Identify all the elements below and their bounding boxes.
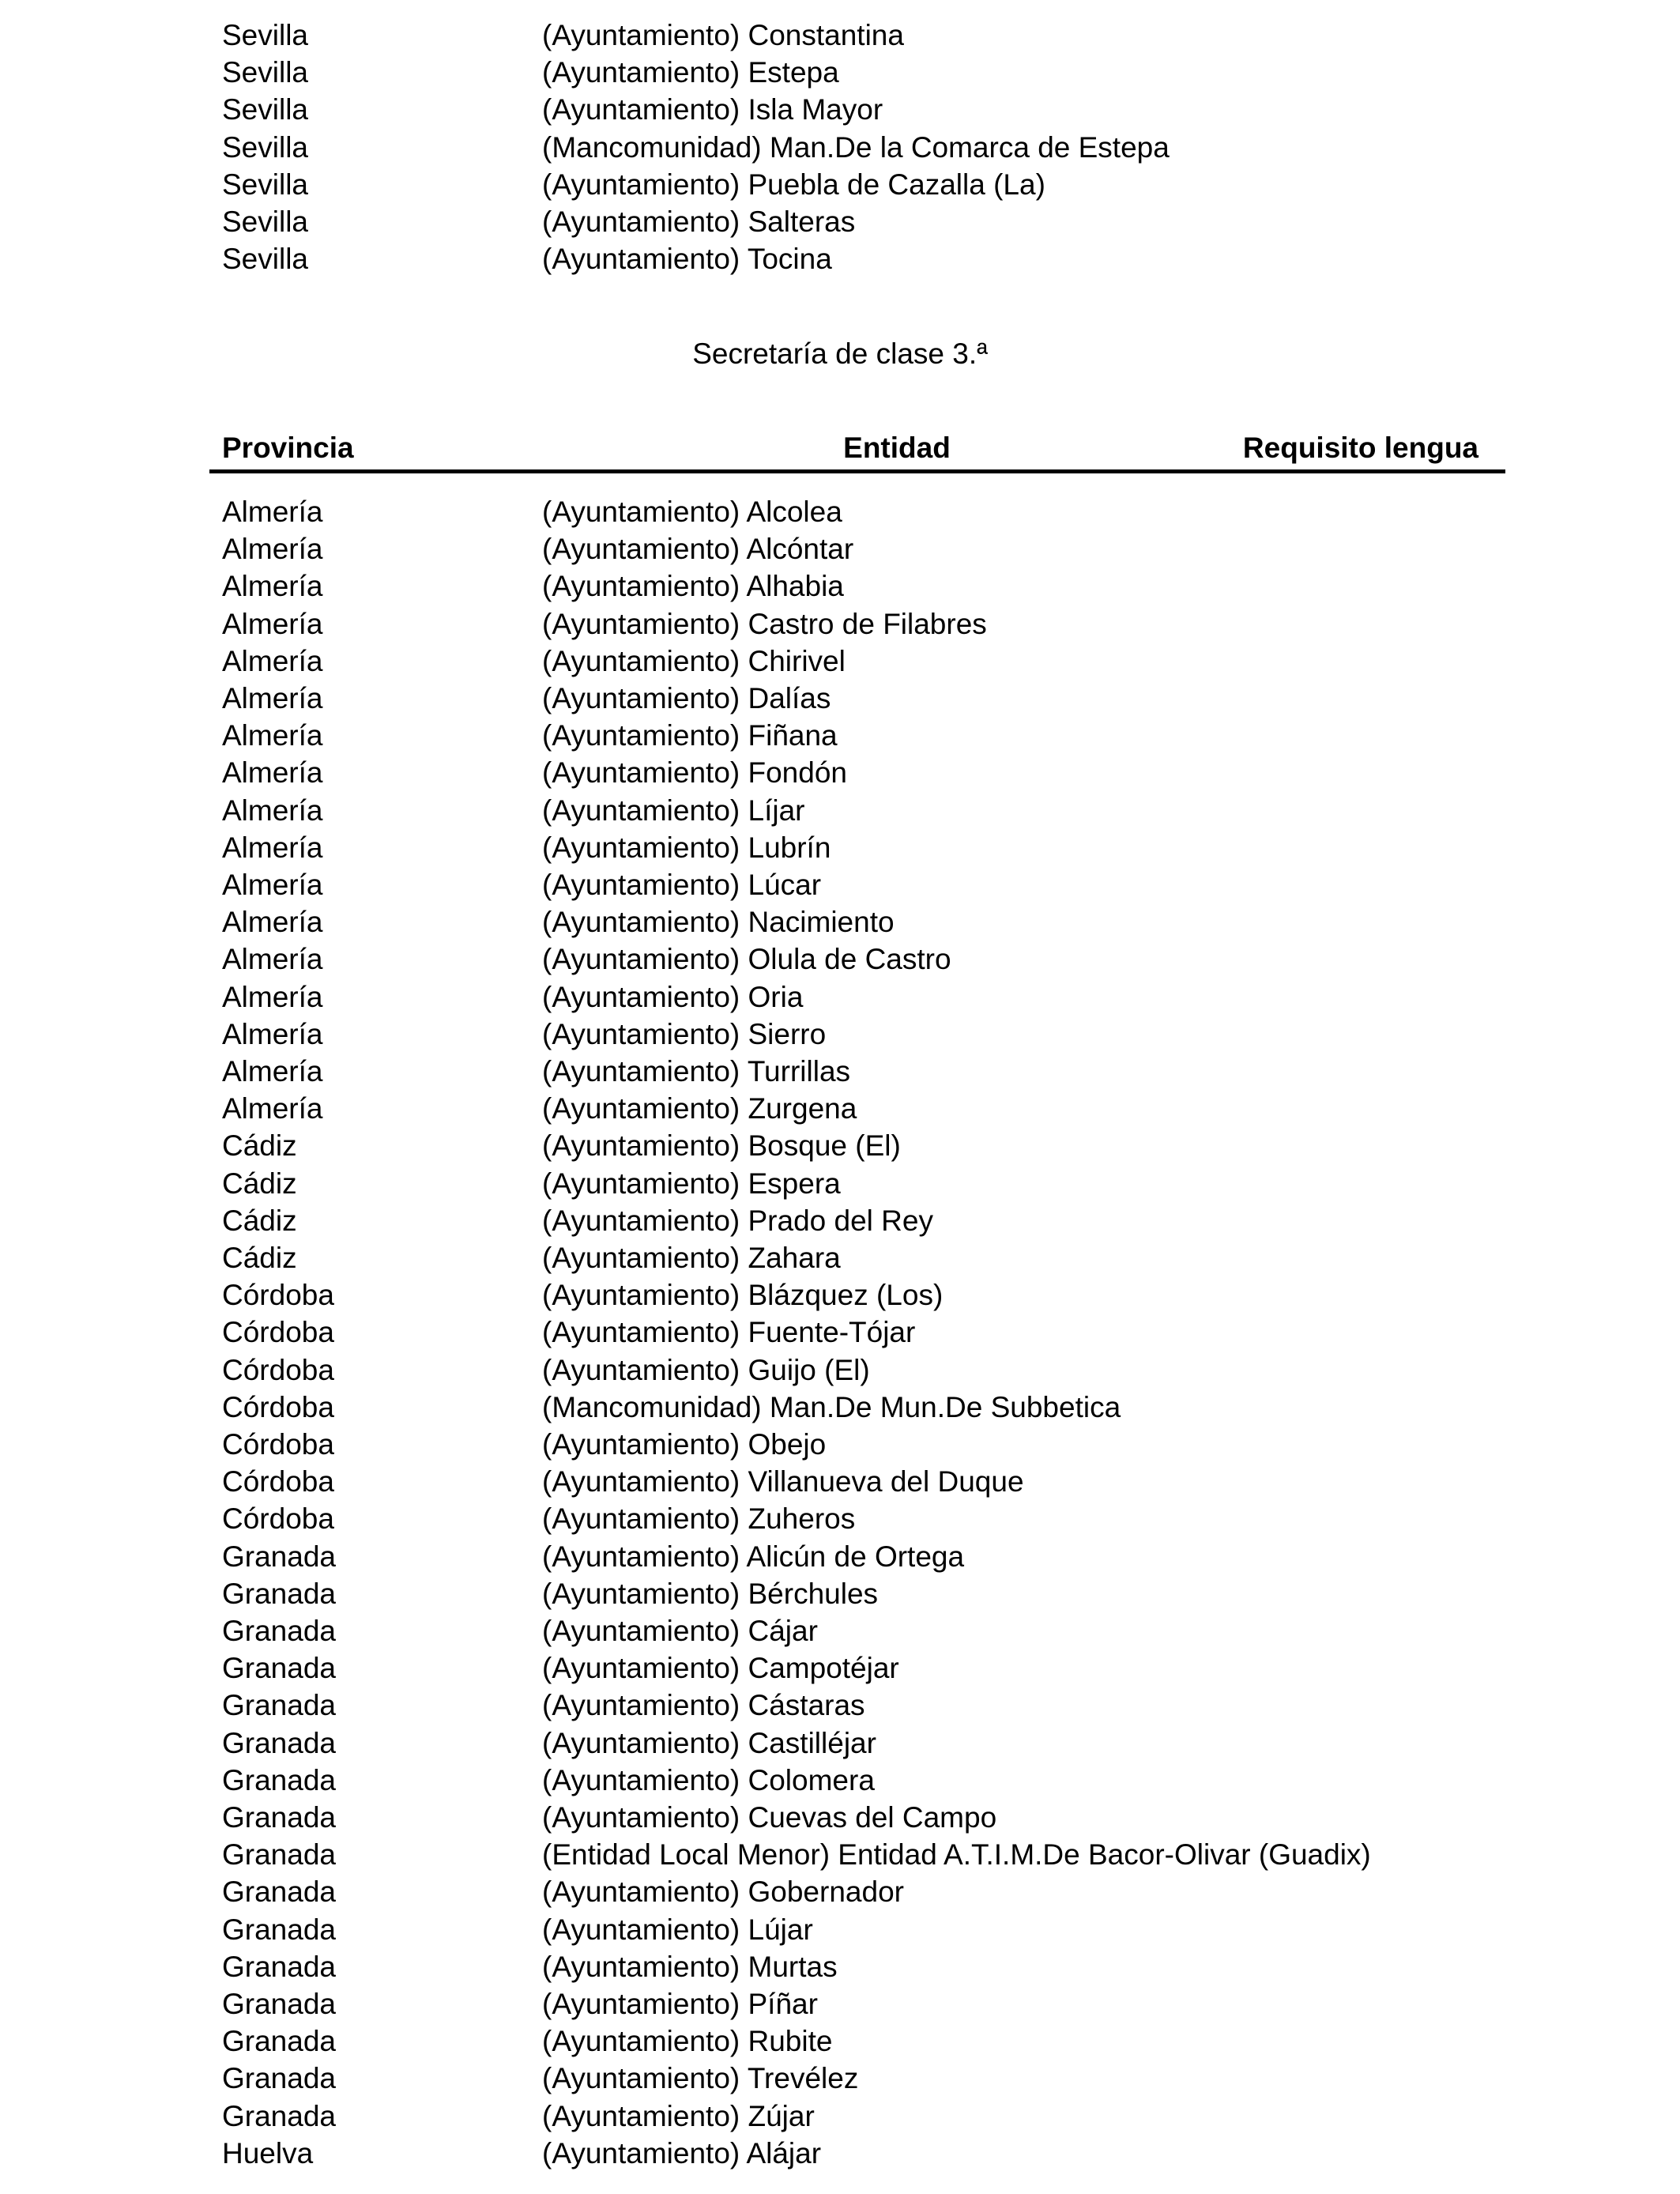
entidad-cell: (Ayuntamiento) Alcolea bbox=[542, 496, 842, 528]
provincia-cell: Granada bbox=[222, 1838, 336, 1872]
table-row bbox=[0, 941, 1680, 978]
provincia-cell: Sevilla bbox=[222, 243, 308, 276]
provincia-cell: Granada bbox=[222, 1689, 336, 1722]
entidad-cell: (Ayuntamiento) Murtas bbox=[542, 1950, 838, 1983]
entidad-cell: (Ayuntamiento) Alicún de Ortega bbox=[542, 1540, 965, 1573]
provincia-cell: Granada bbox=[222, 1540, 336, 1573]
provincia-cell: Almería bbox=[222, 794, 323, 827]
entidad-cell: (Ayuntamiento) Alcóntar bbox=[542, 533, 854, 566]
provincia-cell: Granada bbox=[222, 2062, 336, 2095]
entidad-cell: (Mancomunidad) Man.De Mun.De Subbetica bbox=[542, 1390, 1121, 1423]
provincia-cell: Córdoba bbox=[222, 1279, 334, 1312]
provincia-cell: Sevilla bbox=[222, 19, 308, 51]
provincia-cell: Cádiz bbox=[222, 1204, 297, 1237]
provincia-cell: Granada bbox=[222, 1763, 336, 1796]
provincia-cell: Almería bbox=[222, 756, 323, 790]
table-row bbox=[0, 567, 1680, 605]
provincia-cell: Granada bbox=[222, 1577, 336, 1610]
table-row bbox=[0, 1314, 1680, 1351]
table-row bbox=[0, 1649, 1680, 1687]
provincia-cell: Sevilla bbox=[222, 168, 308, 201]
entidad-cell: (Ayuntamiento) Salteras bbox=[542, 205, 856, 238]
table-row bbox=[0, 1725, 1680, 1762]
entidad-cell: (Ayuntamiento) Dalías bbox=[542, 682, 831, 714]
provincia-cell: Granada bbox=[222, 1652, 336, 1685]
provincia-cell: Almería bbox=[222, 570, 323, 603]
entidad-cell: (Ayuntamiento) Gobernador bbox=[542, 1875, 904, 1909]
table-row bbox=[0, 1202, 1680, 1239]
table-row bbox=[0, 1165, 1680, 1202]
entidad-cell: (Ayuntamiento) Bérchules bbox=[542, 1577, 879, 1610]
provincia-cell: Granada bbox=[222, 1913, 336, 1946]
provincia-cell: Huelva bbox=[222, 2136, 314, 2169]
table-row bbox=[0, 1127, 1680, 1164]
table-row bbox=[0, 643, 1680, 680]
entidad-cell: (Ayuntamiento) Líjar bbox=[542, 794, 805, 827]
provincia-cell: Granada bbox=[222, 2025, 336, 2058]
table-header bbox=[209, 429, 1505, 470]
entidad-cell: (Ayuntamiento) Cástaras bbox=[542, 1689, 865, 1722]
provincia-cell: Almería bbox=[222, 1092, 323, 1125]
entidad-cell: (Ayuntamiento) Colomera bbox=[542, 1763, 875, 1796]
provincia-cell: Granada bbox=[222, 1950, 336, 1983]
entidad-cell: (Ayuntamiento) Zuheros bbox=[542, 1502, 856, 1536]
entidad-cell: (Ayuntamiento) Blázquez (Los) bbox=[542, 1279, 944, 1312]
table-row bbox=[0, 1426, 1680, 1463]
entidad-cell: (Ayuntamiento) Lúcar bbox=[542, 869, 822, 901]
entidad-cell: (Ayuntamiento) Lubrín bbox=[542, 831, 831, 864]
entidad-cell: (Ayuntamiento) Píñar bbox=[542, 1988, 818, 2020]
provincia-cell: Córdoba bbox=[222, 1316, 334, 1349]
entidad-cell: (Ayuntamiento) Cájar bbox=[542, 1615, 818, 1647]
entidad-cell: (Ayuntamiento) Puebla de Cazalla (La) bbox=[542, 168, 1045, 201]
provincia-cell: Córdoba bbox=[222, 1353, 334, 1386]
section-title: Secretaría de clase 3.ª bbox=[692, 337, 988, 370]
entidad-cell: (Mancomunidad) Man.De la Comarca de Estepa bbox=[542, 130, 1170, 164]
provincia-cell: Córdoba bbox=[222, 1428, 334, 1461]
column-header-provincia: Provincia bbox=[222, 432, 354, 464]
provincia-cell: Cádiz bbox=[222, 1129, 297, 1163]
provincia-cell: Almería bbox=[222, 943, 323, 976]
provincia-cell: Sevilla bbox=[222, 56, 308, 89]
table-row bbox=[0, 1500, 1680, 1537]
entidad-cell: (Ayuntamiento) Zahara bbox=[542, 1242, 841, 1274]
entidad-cell: (Ayuntamiento) Obejo bbox=[542, 1428, 827, 1461]
provincia-cell: Sevilla bbox=[222, 205, 308, 238]
table-row bbox=[0, 866, 1680, 903]
table-row bbox=[0, 1836, 1680, 1873]
table-row bbox=[0, 1389, 1680, 1426]
table-row bbox=[0, 1873, 1680, 1910]
entidad-cell: (Ayuntamiento) Guijo (El) bbox=[542, 1353, 870, 1386]
table-row bbox=[0, 2098, 1680, 2135]
provincia-cell: Almería bbox=[222, 607, 323, 640]
entidad-cell: (Ayuntamiento) Fuente-Tójar bbox=[542, 1316, 916, 1349]
entidad-cell: (Ayuntamiento) Sierro bbox=[542, 1017, 827, 1050]
table-row bbox=[0, 240, 1680, 277]
provincia-cell: Granada bbox=[222, 1875, 336, 1909]
table-row bbox=[0, 17, 1680, 54]
entidad-cell: (Ayuntamiento) Constantina bbox=[542, 19, 904, 51]
table-row bbox=[0, 1538, 1680, 1575]
entidad-cell: (Ayuntamiento) Estepa bbox=[542, 56, 839, 89]
provincia-cell: Córdoba bbox=[222, 1390, 334, 1423]
table-row bbox=[0, 1351, 1680, 1389]
header-divider bbox=[209, 469, 1505, 473]
table-row bbox=[0, 129, 1680, 166]
table-row bbox=[0, 1463, 1680, 1500]
provincia-cell: Almería bbox=[222, 869, 323, 901]
entidad-cell: (Ayuntamiento) Lújar bbox=[542, 1913, 813, 1946]
table-row bbox=[0, 754, 1680, 791]
entidad-cell: (Ayuntamiento) Castilléjar bbox=[542, 1726, 876, 1759]
provincia-cell: Cádiz bbox=[222, 1242, 297, 1274]
provincia-cell: Almería bbox=[222, 1055, 323, 1088]
provincia-cell: Granada bbox=[222, 1615, 336, 1647]
provincia-cell: Almería bbox=[222, 831, 323, 864]
entidad-cell: (Ayuntamiento) Oria bbox=[542, 980, 804, 1013]
table-row bbox=[0, 493, 1680, 530]
provincia-cell: Almería bbox=[222, 719, 323, 752]
table-row bbox=[0, 1985, 1680, 2022]
table-row bbox=[0, 1799, 1680, 1836]
entidad-cell: (Ayuntamiento) Cuevas del Campo bbox=[542, 1801, 997, 1834]
entidad-cell: (Ayuntamiento) Zújar bbox=[542, 2099, 815, 2132]
table-row bbox=[0, 91, 1680, 128]
provincia-cell: Córdoba bbox=[222, 1465, 334, 1498]
provincia-cell: Sevilla bbox=[222, 93, 308, 126]
entidad-cell: (Entidad Local Menor) Entidad A.T.I.M.De Bacor-Olivar (Guadix) bbox=[542, 1838, 1371, 1872]
table-row bbox=[0, 717, 1680, 754]
entidad-cell: (Ayuntamiento) Zurgena bbox=[542, 1092, 857, 1125]
entidad-cell: (Ayuntamiento) Alhabia bbox=[542, 570, 844, 603]
column-header-entidad: Entidad bbox=[843, 432, 951, 464]
entidad-cell: (Ayuntamiento) Alájar bbox=[542, 2136, 822, 2169]
table-row bbox=[0, 1053, 1680, 1090]
entidad-cell: (Ayuntamiento) Tocina bbox=[542, 243, 832, 276]
provincia-cell: Granada bbox=[222, 1801, 336, 1834]
table-row bbox=[0, 530, 1680, 567]
provincia-cell: Sevilla bbox=[222, 130, 308, 164]
entidad-cell: (Ayuntamiento) Prado del Rey bbox=[542, 1204, 933, 1237]
entidad-cell: (Ayuntamiento) Isla Mayor bbox=[542, 93, 883, 126]
column-header-requisito-lengua: Requisito lengua bbox=[1242, 432, 1478, 464]
table-row bbox=[0, 605, 1680, 643]
table-row bbox=[0, 2022, 1680, 2060]
provincia-cell: Cádiz bbox=[222, 1167, 297, 1200]
table-row bbox=[0, 1016, 1680, 1053]
table-row bbox=[0, 1911, 1680, 1948]
provincia-cell: Almería bbox=[222, 644, 323, 677]
provincia-cell: Córdoba bbox=[222, 1502, 334, 1536]
entidad-cell: (Ayuntamiento) Bosque (El) bbox=[542, 1129, 901, 1163]
provincia-cell: Granada bbox=[222, 2099, 336, 2132]
table-row bbox=[0, 792, 1680, 829]
table-row bbox=[0, 1239, 1680, 1276]
provincia-cell: Granada bbox=[222, 1726, 336, 1759]
provincia-cell: Almería bbox=[222, 1017, 323, 1050]
table-row bbox=[0, 1612, 1680, 1649]
entidad-cell: (Ayuntamiento) Rubite bbox=[542, 2025, 833, 2058]
entidad-cell: (Ayuntamiento) Olula de Castro bbox=[542, 943, 951, 976]
table-row bbox=[0, 2135, 1680, 2172]
provincia-cell: Almería bbox=[222, 533, 323, 566]
table-row bbox=[0, 978, 1680, 1016]
table-row bbox=[0, 2060, 1680, 2097]
provincia-cell: Almería bbox=[222, 682, 323, 714]
table-row bbox=[0, 1948, 1680, 1985]
table-row bbox=[0, 1575, 1680, 1612]
entidad-cell: (Ayuntamiento) Nacimiento bbox=[542, 906, 895, 939]
table-row bbox=[0, 680, 1680, 717]
provincia-cell: Almería bbox=[222, 980, 323, 1013]
table-row bbox=[0, 1762, 1680, 1799]
entidad-cell: (Ayuntamiento) Espera bbox=[542, 1167, 841, 1200]
entidad-cell: (Ayuntamiento) Fondón bbox=[542, 756, 847, 790]
entidad-cell: (Ayuntamiento) Trevélez bbox=[542, 2062, 859, 2095]
provincia-cell: Almería bbox=[222, 906, 323, 939]
provincia-cell: Granada bbox=[222, 1988, 336, 2020]
entidad-cell: (Ayuntamiento) Turrillas bbox=[542, 1055, 851, 1088]
table-row bbox=[0, 54, 1680, 91]
entidad-cell: (Ayuntamiento) Campotéjar bbox=[542, 1652, 899, 1685]
table-row bbox=[0, 829, 1680, 866]
entidad-cell: (Ayuntamiento) Castro de Filabres bbox=[542, 607, 987, 640]
entidad-cell: (Ayuntamiento) Chirivel bbox=[542, 644, 846, 677]
table-row bbox=[0, 1276, 1680, 1314]
provincia-cell: Almería bbox=[222, 496, 323, 528]
entidad-cell: (Ayuntamiento) Villanueva del Duque bbox=[542, 1465, 1024, 1498]
table-row bbox=[0, 1090, 1680, 1127]
table-row bbox=[0, 1687, 1680, 1724]
table-row bbox=[0, 203, 1680, 240]
table-row bbox=[0, 166, 1680, 203]
table-row bbox=[0, 903, 1680, 941]
entidad-cell: (Ayuntamiento) Fiñana bbox=[542, 719, 838, 752]
